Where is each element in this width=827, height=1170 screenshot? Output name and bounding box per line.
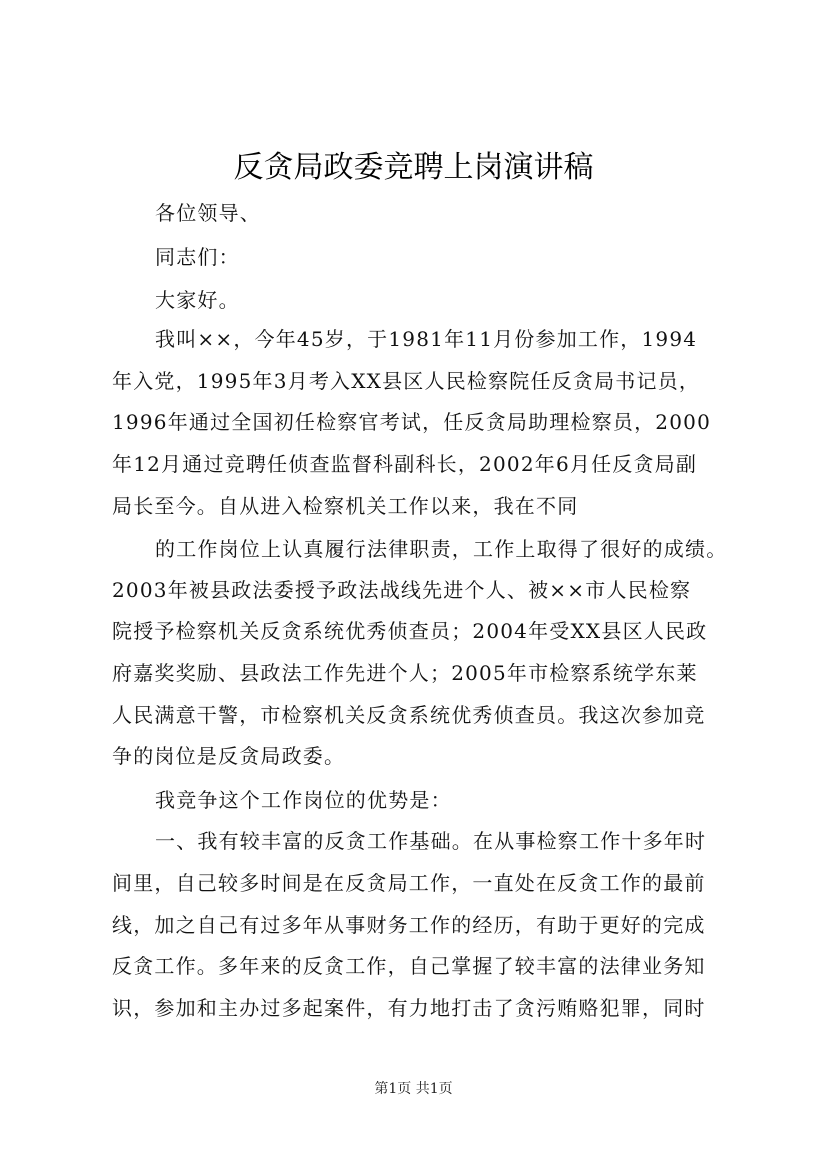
body-text-line: 年入党，1995年3月考入XX县区人民检察院任反贪局书记员， [112,369,701,393]
salutation-line: 各位领导、 [155,201,261,225]
body-text-line: 年12月通过竞聘任侦查监督科副科长，2002年6月任反贪局副 [112,452,698,476]
greeting-line: 大家好。 [155,288,240,312]
body-text-line: 我竞争这个工作岗位的优势是： [155,788,452,812]
body-text-line: 1996年通过全国初任检察官考试，任反贪局助理检察员，2000 [112,410,711,434]
body-text-line: 线，加之自己有过多年从事财务工作的经历，有助于更好的完成 [112,913,706,937]
body-text-line: 我叫××，今年45岁，于1981年11月份参加工作，1994 [155,327,698,351]
body-text-line: 间里，自己较多时间是在反贪局工作，一直处在反贪工作的最前 [112,871,706,895]
document-title: 反贪局政委竞聘上岗演讲稿 [233,150,594,185]
body-text-line: 的工作岗位上认真履行法律职责，工作上取得了很好的成绩。 [155,537,728,561]
body-text-line: 局长至今。自从进入检察机关工作以来，我在不同 [112,494,579,518]
body-text-line: 府嘉奖奖励、县政法工作先进个人；2005年市检察系统学东莱 [112,661,698,685]
body-text-line: 一、我有较丰富的反贪工作基础。在从事检察工作十多年时 [155,829,707,853]
body-text-line: 反贪工作。多年来的反贪工作，自己掌握了较丰富的法律业务知 [112,954,706,978]
body-text-line: 识，参加和主办过多起案件，有力地打击了贪污贿赂犯罪，同时 [112,996,706,1020]
body-text-line: 人民满意干警，市检察机关反贪系统优秀侦查员。我这次参加竞 [112,703,706,727]
body-text-line: 2003年被县政法委授予政法战线先进个人、被××市人民检察 [112,578,692,602]
body-text-line: 院授予检察机关反贪系统优秀侦查员；2004年受XX县区人民政 [112,619,708,643]
page-footer: 第1页 共1页 [374,1081,453,1097]
body-text-line: 争的岗位是反贪局政委。 [112,744,346,768]
salutation-line: 同志们： [155,245,240,269]
